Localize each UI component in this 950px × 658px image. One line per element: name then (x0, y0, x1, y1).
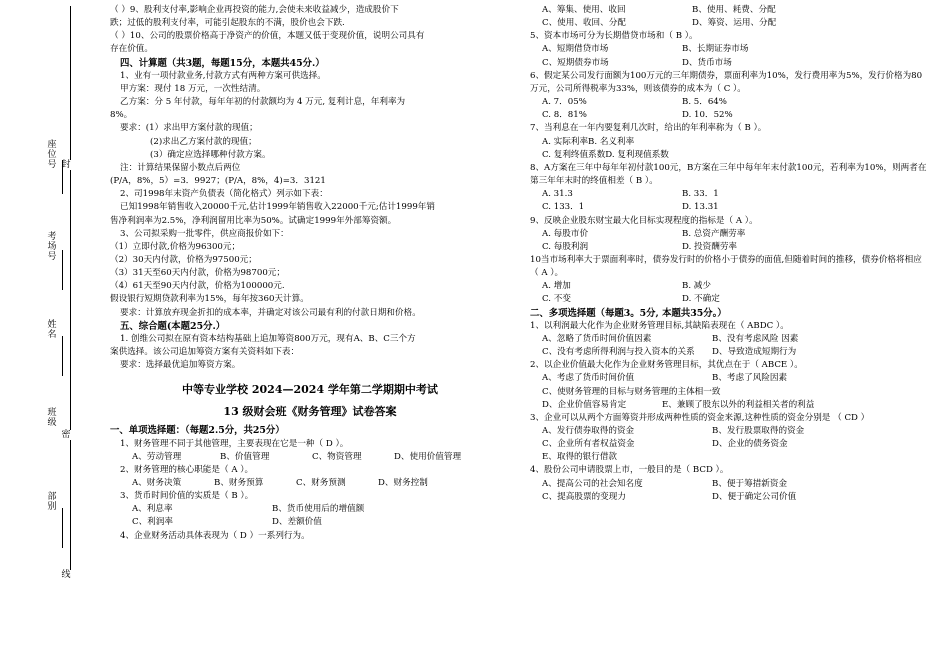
option: A. 每股市价 (542, 228, 589, 239)
option: D、使用价值管理 (394, 451, 462, 462)
calculation-section (110, 70, 510, 320)
question: 3、货币时间价值的实质是（ B ）。 (120, 491, 254, 502)
true-false-tail (110, 4, 510, 57)
option: B、发行股票取得的资金 (712, 426, 805, 436)
question: 4、企业财务活动具体表现为（ D ）一系列行为。 (120, 530, 310, 541)
option: B、考虑了风险因素 (712, 373, 788, 384)
option: A、提高公司的社会知名度 (542, 478, 643, 489)
single-choice-section (110, 438, 510, 543)
margin-label-room: 考场号 (47, 232, 57, 262)
section-title-comprehensive: 五、综合题(本题25分.） (120, 320, 226, 332)
option: A、财务决策 (132, 478, 182, 488)
option: A、忽略了货币时间价值因素 (542, 333, 652, 344)
option: D、企业的债务资金 (712, 439, 788, 450)
text-line: （1）立即付款,价格为96300元； (110, 241, 241, 252)
option: B、财务预算 (214, 478, 264, 488)
option: D、差额价值 (272, 517, 322, 528)
option: D、导致造成短期行为 (712, 347, 797, 358)
left-column (110, 4, 510, 543)
section-title-multiple-choice: 二、多项选择题（每题3。5分, 本题共35分。） (530, 307, 727, 319)
margin-label-line: 线 (61, 570, 71, 580)
margin-fill-line (62, 250, 63, 290)
options-row (520, 425, 930, 438)
options-row (520, 438, 930, 451)
options-row (110, 516, 510, 529)
option: A. 31.3 (542, 189, 573, 200)
option: C、提高股票的变现力 (542, 491, 626, 502)
margin-fill-line (62, 160, 63, 194)
options-row (520, 399, 930, 412)
option: C、物资管理 (312, 451, 362, 462)
option: A、筹集、使用、收回 (542, 5, 626, 15)
option: D、货币市场 (682, 57, 732, 68)
options-row (520, 372, 930, 385)
option: D. 不确定 (682, 294, 720, 305)
exam-title: 中等专业学校 2024—2024 学年第二学期期中考试 (182, 383, 438, 397)
options-row (520, 346, 930, 359)
question: 5、资本市场可分为长期借贷市场和（ B ）。 (530, 31, 698, 42)
options-row (110, 477, 510, 490)
question: 6、假定某公司发行面额为100万元的三年期债券，票面利率为10%，发行费用率为5%，发行价格为80万元，公司所得税率为33%，则该债券的成本为（ C ）。 (530, 70, 923, 94)
option: B. 总资产酬劳率 (682, 228, 746, 239)
binding-line (70, 6, 71, 580)
option: C. 不变 (542, 294, 571, 305)
option: B、长期证券市场 (682, 44, 749, 55)
option: B、价值管理 (220, 451, 270, 462)
option: B. 减少 (682, 281, 711, 292)
question: 8、A方案在三年中每年年初付款100元，B方案在三年中每年年末付款100元，若利率为10%，则两者在第三年年末时的终值相差（ B ）。 (530, 162, 927, 187)
question: 2、以企业价值最大化作为企业财务管理目标，其优点在于（ ABCE ）。 (530, 360, 803, 371)
option: A、短期借贷市场 (542, 44, 609, 55)
margin-fill-line (62, 508, 63, 548)
question: 3、企业可以从两个方面筹资并形成两种性质的资金来源,这种性质的资金分别是 （ CD ） (530, 412, 870, 423)
question: 10当市场利率大于票面利率时，债券发行时的价格小于债券的面值,但随着时间的推移，债券价格将相应（ A ）。 (530, 254, 922, 279)
option: D. 10．52% (682, 110, 733, 121)
text-line: 乙方案：分 5 年付款，每年年初的付款额均为 4 万元, 复利计息，年利率为 (120, 97, 406, 108)
option: A、劳动管理 (132, 451, 182, 462)
text-line: 售净利润率为2.5%，净利润留用比率为50%。试确定1999年外部筹资额。 (110, 215, 397, 226)
text-line: 1. 创维公司拟在原有资本结构基础上追加筹资800万元，现有A、B、C三个方 (120, 333, 416, 344)
text-line: （3）31天至60天内付款，价格为98700元； (110, 268, 285, 279)
option: A、利息率 (132, 504, 173, 515)
option: E、取得的银行借款 (542, 452, 618, 463)
text-line: （ ）9、股利支付率,影响企业再投资的能力,会使未来收益减少，造成股价下 (110, 5, 399, 15)
text-line: 8%。 (110, 110, 133, 121)
section-title-single-choice: 一、单项选择题：（每题2.5分，共25分） (110, 425, 285, 437)
text-line: 要求：计算放弃现金折扣的成本率，并确定对该公司最有利的付款日期和价格。 (120, 307, 421, 318)
question: 9、反映企业股东财宝最大化目标实现程度的指标是（ A ）。 (530, 215, 758, 226)
text-line: 3、公司拟采购一批零件，供应商报价如下： (120, 228, 289, 239)
option: C. 8．81% (542, 110, 587, 121)
option: C. 复利终值系数D. 复利现值系数 (542, 149, 669, 160)
text-line: 2、司1998年末资产负债表（简化格式）列示如下表： (120, 189, 328, 200)
options-row (520, 491, 930, 504)
margin-label-dept: 部别 (47, 492, 57, 512)
text-line: 假设银行短期贷款利率为15%，每年按360天计算。 (110, 294, 309, 305)
options-row (520, 57, 930, 70)
text-line: 案供选择。该公司追加筹资方案有关资料如下表： (110, 347, 300, 358)
options-row (520, 201, 930, 214)
option: B、使用、耗费、分配 (692, 5, 776, 15)
margin-label-secret: 密 (61, 430, 71, 440)
margin-label-class: 班级 (47, 408, 57, 428)
option: C、使用、收回、分配 (542, 18, 626, 29)
option: D、便于确定公司价值 (712, 491, 797, 502)
options-row (520, 109, 930, 122)
text-line: （4）61天至90天内付款，价格为100000元. (110, 281, 285, 292)
option: A、考虑了货币时间价值 (542, 373, 635, 384)
option: C、利润率 (132, 517, 173, 528)
options-row (520, 43, 930, 56)
question: 4、股份公司申请股票上市，一般目的是（ BCD ）。 (530, 465, 729, 476)
text-line: 要求：选择最优追加筹资方案。 (120, 360, 241, 371)
question: 1、以利润最大化作为企业财务管理目标,其缺陷表现在（ ABDC ）。 (530, 320, 789, 331)
option: C. 每股利润 (542, 241, 589, 252)
options-row (520, 478, 930, 491)
options-row (520, 4, 930, 17)
binding-margin (0, 0, 100, 658)
option: B、便于筹措新资金 (712, 478, 788, 489)
text-line: 1、业有一项付款业务,付款方式有两种方案可供选择。 (120, 70, 326, 81)
option: C、使财务管理的目标与财务管理的主体相一致 (542, 386, 721, 397)
option: C、短期债券市场 (542, 57, 609, 68)
margin-fill-line (62, 336, 63, 376)
options-row (520, 280, 930, 293)
right-column (520, 4, 930, 504)
option: D、财务控制 (378, 478, 428, 488)
option: A. 实际利率B. 名义利率 (542, 136, 635, 147)
option: B. 5．64% (682, 97, 727, 108)
option: C. 133．1 (542, 202, 585, 213)
options-row (520, 228, 930, 241)
option: A. 7．05% (542, 97, 587, 108)
option: A. 增加 (542, 281, 571, 292)
exam-subtitle: 13 级财会班《财务管理》试卷答案 (223, 405, 397, 419)
margin-label-name: 姓名 (47, 320, 57, 340)
comprehensive-section (110, 333, 510, 372)
options-row (110, 451, 510, 464)
question: 7、当利息在一年内要复利几次时，给出的年利率称为（ B ）。 (530, 123, 767, 134)
question: 2、财务管理的核心职能是（ A ）。 (120, 464, 254, 475)
text-line: (3）确定应选择哪种付款方案。 (150, 149, 271, 160)
option: C、财务预测 (296, 478, 346, 488)
options-row (520, 241, 930, 254)
option: D. 投资酬劳率 (682, 241, 738, 252)
text-line: 甲方案：现付 18 万元，一次性结清。 (120, 83, 266, 94)
text-line: 注：计算结果保留小数点后两位 (120, 162, 241, 173)
option: A、发行债券取得的资金 (542, 426, 635, 436)
margin-label-seal: 封 (61, 160, 71, 170)
text-line: （ ）10、公司的股票价格高于净资产的价值，本题又低于变现价值，说明公司具有 (110, 31, 425, 42)
option: D. 13.31 (682, 202, 719, 213)
text-line: 已知1998年销售收入20000千元,估计1999年销售收入22000千元;估计1999年销 (120, 202, 435, 213)
text-line: 跌；过低的股利支付率，可能引起股东的不满，股价也会下跌. (110, 18, 345, 29)
question: 1、财务管理不同于其他管理，主要表现在它是一种（ D ）。 (120, 438, 349, 449)
option: B、货币使用后的增值额 (272, 504, 365, 515)
text-line: 要求：(1）求出甲方案付款的现值； (120, 123, 258, 134)
options-row (520, 17, 930, 30)
text-line: （2）30天内付款，价格为97500元； (110, 254, 257, 265)
margin-label-seat: 座位号 (47, 140, 57, 170)
options-row (520, 188, 930, 201)
options-row (520, 96, 930, 109)
option: C、没有考虑所得利润与投入资本的关系 (542, 347, 695, 358)
section-title-calculation: 四、计算题（共3题，每题15分，本题共45分.） (120, 57, 325, 69)
text-line: 存在价值。 (110, 44, 153, 55)
option: E、兼顾了股东以外的利益相关者的利益 (662, 399, 815, 410)
options-row (110, 503, 510, 516)
text-line: (P/A，8%，5）=3．9927；(P/A，8%，4)=3．3121 (110, 176, 326, 187)
options-row (520, 293, 930, 306)
options-row (520, 333, 930, 346)
option: B. 33．1 (682, 189, 719, 200)
text-line: (2)求出乙方案付款的现值； (150, 136, 257, 147)
option: B、没有考虑风险 因素 (712, 333, 799, 344)
option: D、筹资、运用、分配 (692, 18, 777, 29)
option: D、企业价值容易肯定 (542, 399, 627, 410)
option: C、企业所有者权益资金 (542, 439, 635, 450)
